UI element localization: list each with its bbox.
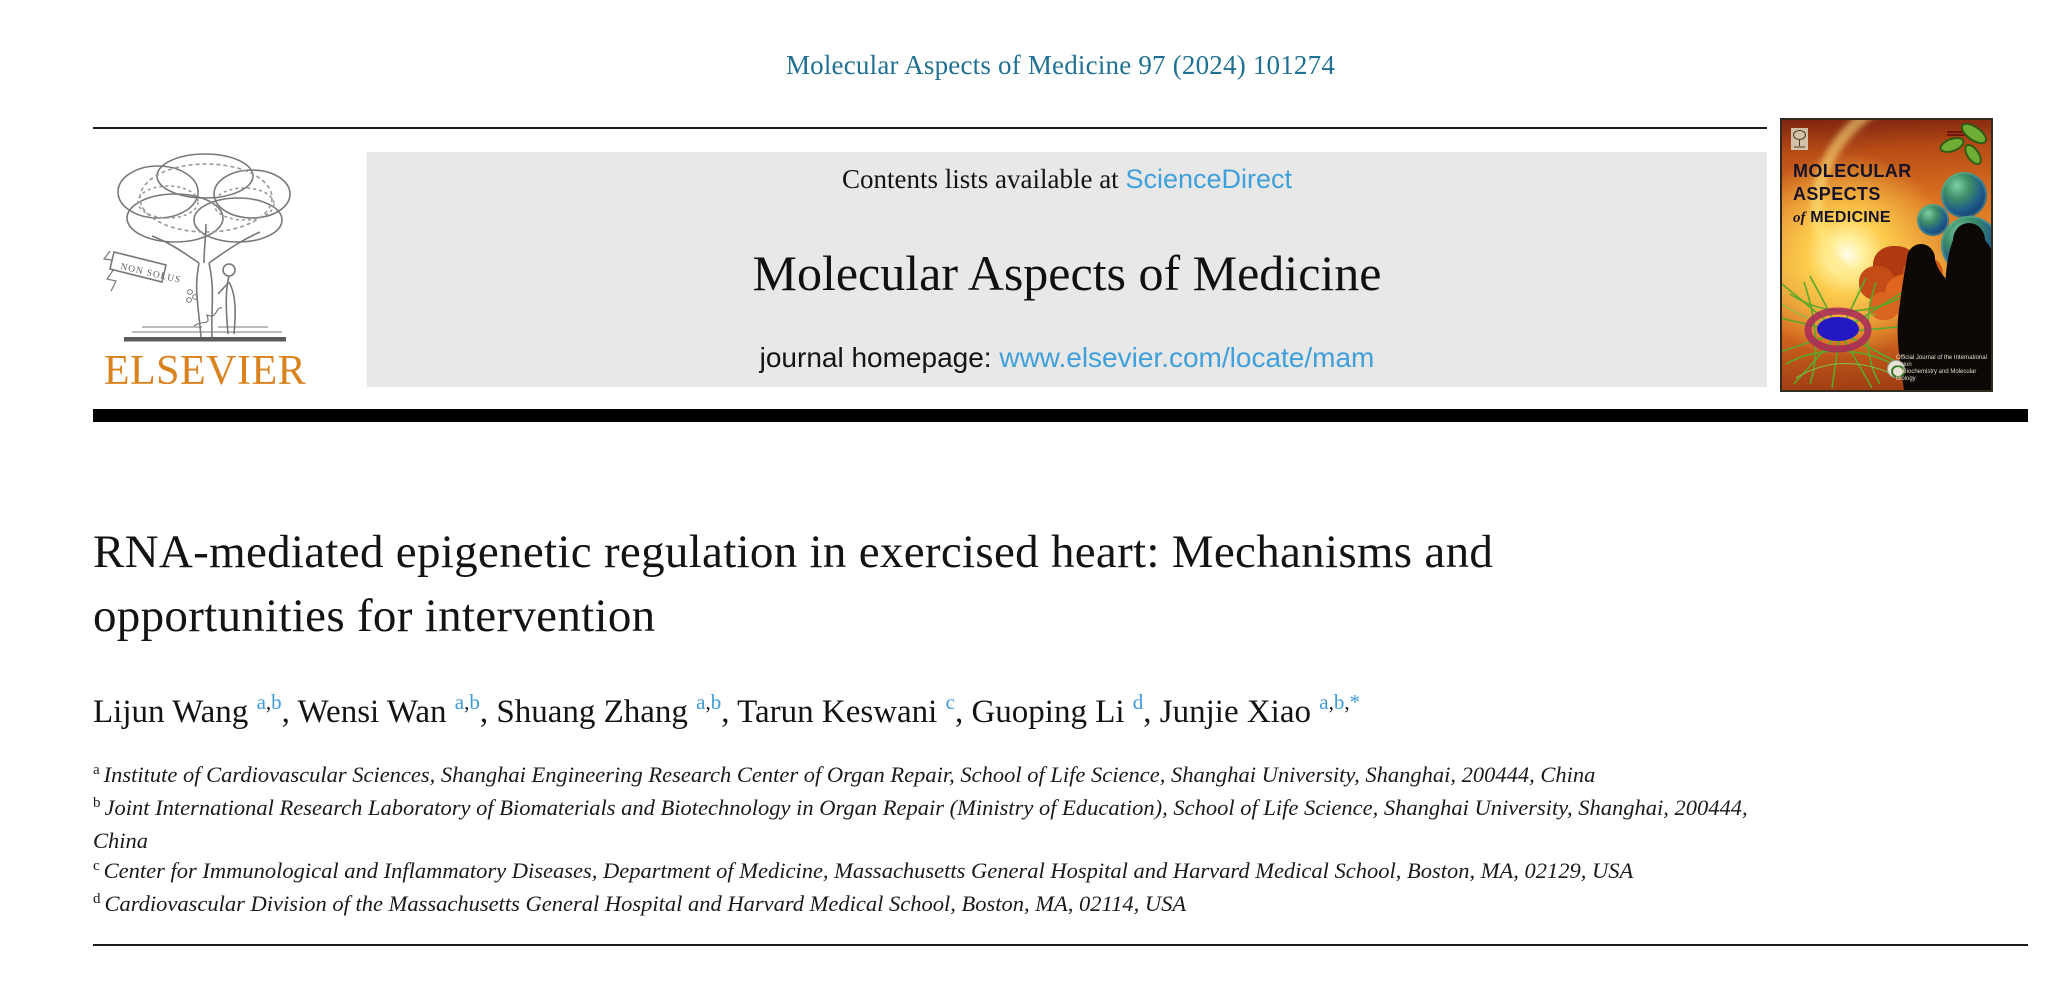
affiliation-marker: d	[93, 891, 101, 907]
affiliation-text: Joint International Research Laboratory of Biomaterials and Biotechnology in Organ Repair (Ministry of Education), School of Life Science, Shanghai University, Shanghai, 200444, China	[93, 795, 1748, 853]
author-affiliation-sup-link[interactable]: d	[1132, 690, 1144, 714]
affiliation-text: Institute of Cardiovascular Sciences, Shanghai Engineering Research Center of Organ Repair, School of Life Science, Shanghai University, Shanghai, 200444, China	[103, 762, 1596, 787]
masthead-black-bar	[93, 409, 2028, 422]
non-solus-motto: NON SOLUS	[119, 262, 183, 286]
author-affiliation-sup-link[interactable]: b	[271, 690, 282, 714]
author-name-text: Guoping Li	[971, 694, 1133, 730]
journal-citation: Molecular Aspects of Medicine 97 (2024) 101274	[785, 50, 1336, 80]
author-affiliation-sup-link[interactable]: b	[469, 690, 480, 714]
affiliations	[93, 760, 1773, 922]
author-affiliation-sup-link[interactable]: a	[696, 690, 706, 714]
affiliation-row	[93, 856, 1773, 889]
sciencedirect-link[interactable]: ScienceDirect	[1125, 164, 1292, 194]
author-sup-separator: ,	[265, 690, 272, 714]
author-affiliation-sup-link[interactable]: b	[1333, 690, 1345, 714]
author-affiliation-sup-link[interactable]: b	[710, 690, 722, 714]
affiliation-marker: b	[93, 795, 101, 811]
author-name-text: ,	[281, 694, 298, 730]
journal-cover-image	[1780, 118, 1993, 392]
section-divider-rule	[93, 944, 2028, 946]
cover-title-line2: ASPECTS	[1793, 184, 1881, 204]
author-name-text: Wensi Wan	[297, 694, 455, 730]
author-name-text: ,	[721, 694, 738, 730]
author-affiliation-sup-link[interactable]: a	[454, 690, 465, 714]
author-name-text: Shuang Zhang	[496, 694, 697, 730]
author-affiliation-sup-link[interactable]: a	[256, 690, 266, 714]
homepage-line	[367, 342, 1767, 374]
affiliation-row	[93, 793, 1773, 856]
author-name-text: ,	[479, 694, 497, 730]
author-name-text: Lijun Wang	[93, 694, 257, 730]
cover-caption-line1: Official Journal of the International Union	[1896, 355, 1987, 368]
author-affiliation-sup-link[interactable]: c	[945, 690, 955, 714]
journal-title: Molecular Aspects of Medicine	[752, 245, 1382, 301]
author-name-text: ,	[1143, 694, 1160, 730]
cover-title-medicine: MEDICINE	[1810, 209, 1891, 226]
author-line	[93, 690, 1361, 731]
author-affiliation-sup-link[interactable]: a	[1319, 690, 1329, 714]
author-affiliation-sup-link[interactable]: *	[1349, 690, 1361, 714]
article-title	[93, 520, 1493, 648]
cover-caption	[1896, 355, 1988, 383]
cover-title-of: of	[1793, 210, 1806, 226]
masthead-top-rule	[93, 127, 1767, 129]
affiliation-text: Cardiovascular Division of the Massachusetts General Hospital and Harvard Medical School, Boston, MA, 02114, USA	[104, 891, 1187, 916]
cover-title-line1: MOLECULAR	[1793, 161, 1912, 181]
contents-line	[367, 164, 1767, 195]
elsevier-logo	[98, 140, 312, 394]
affiliation-marker: c	[93, 858, 100, 874]
affiliation-row	[93, 889, 1773, 922]
affiliation-row	[93, 760, 1773, 793]
author-name-text: Tarun Keswani	[737, 694, 946, 730]
author-sup-separator: ,	[1328, 690, 1334, 714]
author-sup-separator: ,	[464, 690, 470, 714]
cover-caption-line2: of Biochemistry and Molecular Biology	[1896, 369, 1977, 382]
cover-elsevier-mini-logo	[1791, 128, 1808, 150]
cover-virus-sphere	[1941, 172, 1987, 218]
author-sup-separator: ,	[1344, 690, 1350, 714]
author-name-text: Junjie Xiao	[1159, 694, 1320, 730]
affiliation-marker: a	[93, 762, 100, 778]
elsevier-tree-logo	[98, 140, 312, 344]
article-title-line1: RNA-mediated epigenetic regulation in exercised heart: Mechanisms and	[93, 526, 1494, 578]
journal-banner	[367, 152, 1767, 387]
affiliation-text: Center for Immunological and Inflammatory Diseases, Department of Medicine, Massachusetts General Hospital and Harvard Medical School, Boston, MA, 02129, USA	[103, 858, 1634, 883]
author-sup-separator: ,	[705, 690, 711, 714]
elsevier-wordmark: ELSEVIER	[103, 348, 307, 394]
homepage-link[interactable]: www.elsevier.com/locate/mam	[999, 342, 1375, 373]
author-name-text: ,	[954, 694, 972, 730]
homepage-label: journal homepage:	[759, 342, 1000, 373]
article-title-line2: opportunities for intervention	[93, 590, 656, 642]
contents-line-text: Contents lists available at	[841, 164, 1126, 194]
